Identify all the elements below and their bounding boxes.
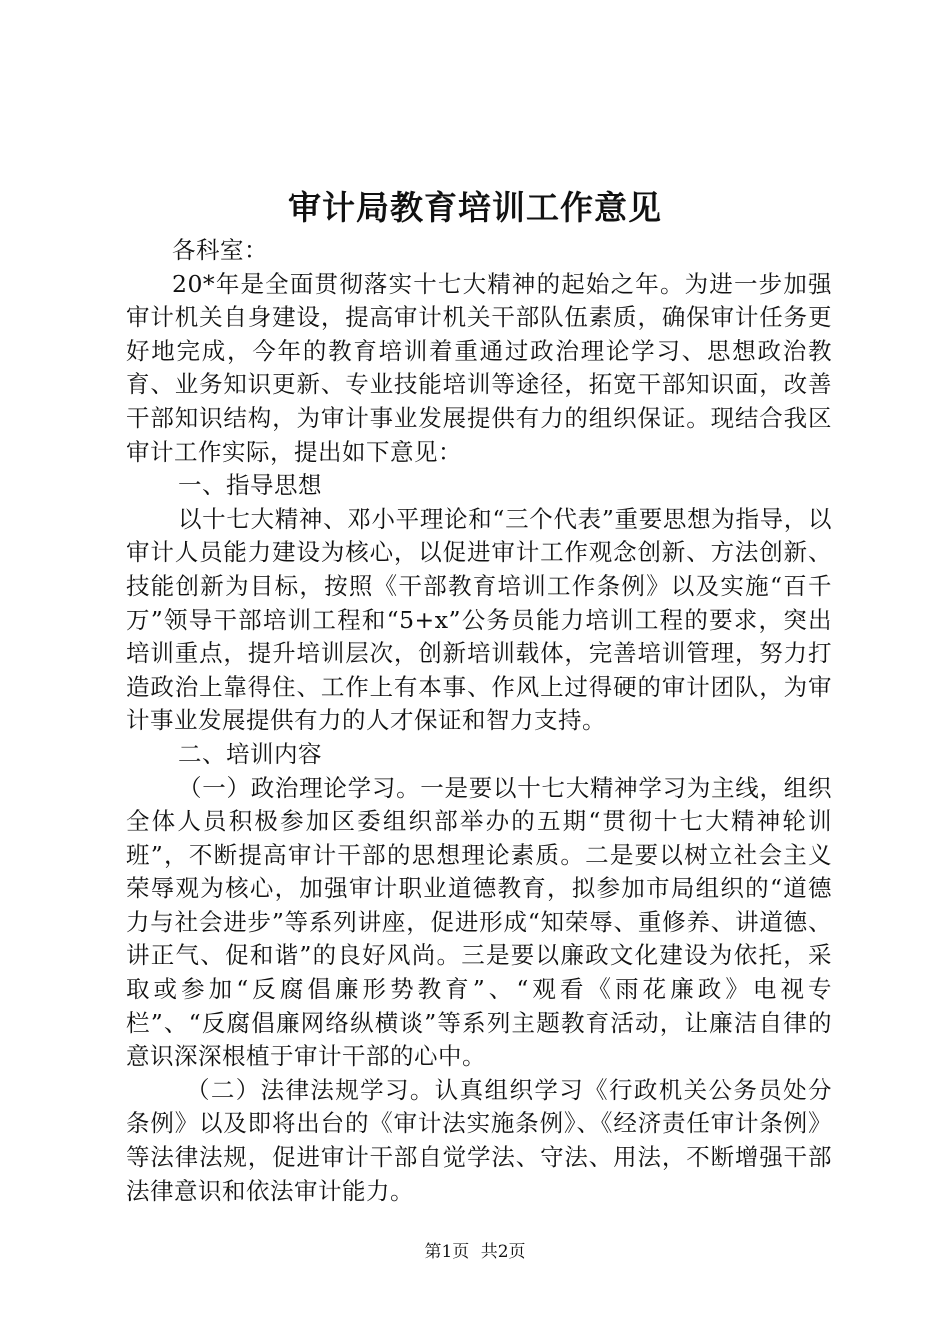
page-footer <box>0 1240 950 1264</box>
heading-guiding-thought: 一、指导思想 <box>178 471 322 500</box>
document-body <box>126 234 832 1208</box>
page-total: 共2页 <box>480 1242 526 1262</box>
document-title: 审计局教育培训工作意见 <box>288 188 662 227</box>
page-number: 第1页 <box>424 1242 470 1262</box>
paragraph-guiding-thought: 以十七大精神、邓小平理论和“三个代表”重要思想为指导，以审计人员能力建设为核心，以促进审计工作观念创新、方法创新、技能创新为目标，按照《干部教育培训工作条例》以及实施“百千万”领导干部培训工程和“5+x”公务员能力培训工程的要求，突出培训重点，提升培训层次，创新培训载体，完善培训管理，努力打造政治上靠得住、工作上有本事、作风上过得硬的审计团队，为审计事业发展提供有力的人才保证和智力支持。 <box>126 504 832 735</box>
paragraph-law-study: （二）法律法规学习。认真组织学习《行政机关公务员处分条例》以及即将出台的《审计法实施条例》、《经济责任审计条例》等法律法规，促进审计干部自觉学法、守法、用法，不断增强干部法律意识和依法审计能力。 <box>126 1075 832 1205</box>
heading-training-content: 二、培训内容 <box>178 739 322 768</box>
paragraph-intro: 20*年是全面贯彻落实十七大精神的起始之年。为进一步加强审计机关自身建设，提高审计机关干部队伍素质，确保审计任务更好地完成，今年的教育培训着重通过政治理论学习、思想政治教育、业务知识更新、专业技能培训等途径，拓宽干部知识面，改善干部知识结构，为审计事业发展提供有力的组织保证。现结合我区审计工作实际，提出如下意见： <box>126 269 832 466</box>
paragraph-political-study: （一）政治理论学习。一是要以十七大精神学习为主线，组织全体人员积极参加区委组织部举办的五期“贯彻十七大精神轮训班”，不断提高审计干部的思想理论素质。二是要以树立社会主义荣辱观为核心，加强审计职业道德教育，拟参加市局组织的“道德力与社会进步”等系列讲座，促进形成“知荣辱、重修养、讲道德、讲正气、促和谐”的良好风尚。三是要以廉政文化建设为依托，采取或参加“反腐倡廉形势教育”、“观看《雨花廉政》电视专栏”、“反腐倡廉网络纵横谈”等系列主题教育活动，让廉洁自律的意识深深根植于审计干部的心中。 <box>126 773 832 1071</box>
salutation: 各科室： <box>172 236 268 264</box>
